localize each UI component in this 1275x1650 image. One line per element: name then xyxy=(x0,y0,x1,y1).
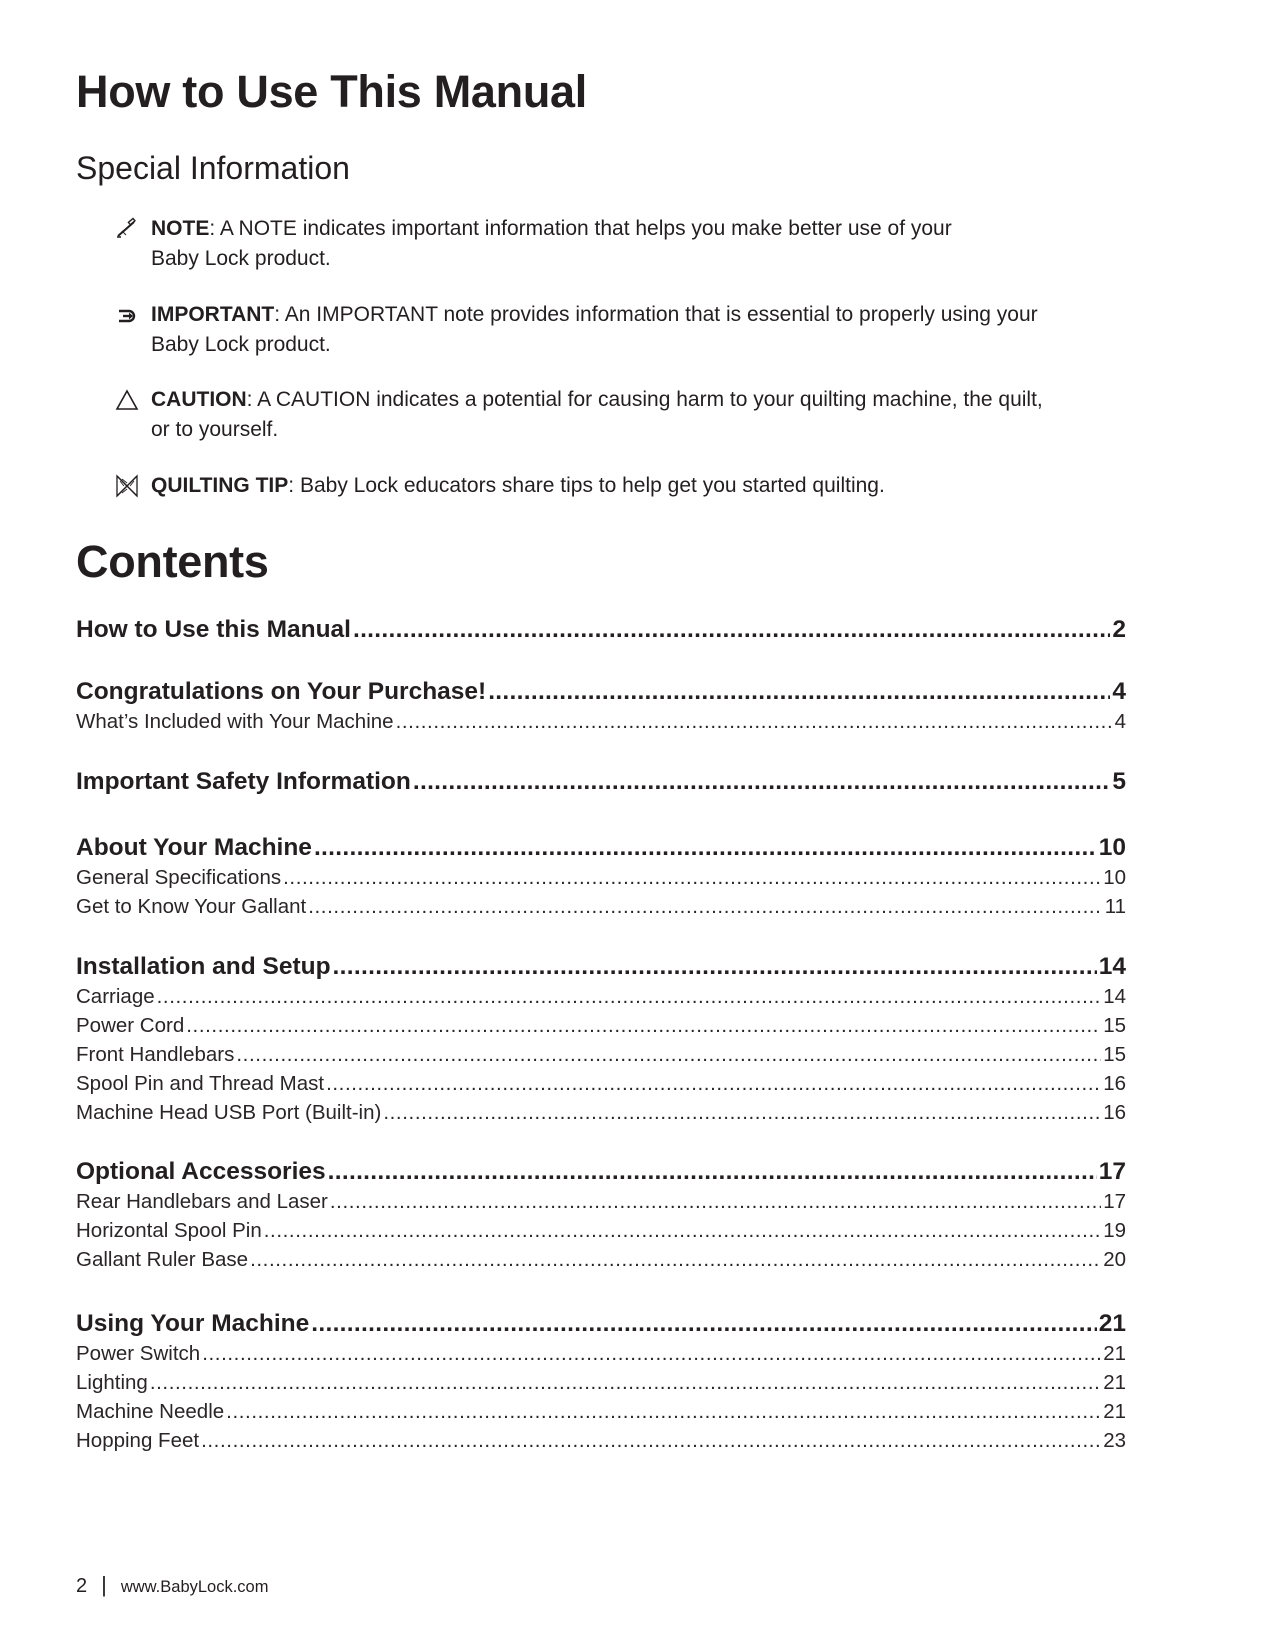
toc-leader xyxy=(413,768,1111,796)
toc-page-number: 15 xyxy=(1103,1014,1126,1037)
toc-page-number: 11 xyxy=(1104,895,1126,918)
toc-leader xyxy=(186,1014,1101,1038)
toc-leader xyxy=(226,1400,1101,1424)
toc-entry-title: Horizontal Spool Pin xyxy=(76,1219,262,1242)
important-label: IMPORTANT xyxy=(151,303,275,326)
toc-entry[interactable] xyxy=(76,1014,1126,1038)
quilting-tip-label: QUILTING TIP xyxy=(151,474,289,497)
toc-page-number: 10 xyxy=(1098,834,1126,861)
toc-leader xyxy=(283,866,1101,890)
toc-section[interactable] xyxy=(76,1158,1126,1186)
toc-entry[interactable] xyxy=(76,1043,1126,1067)
footer-separator: | xyxy=(101,1572,107,1597)
caution-label: CAUTION xyxy=(151,388,247,411)
toc-section[interactable] xyxy=(76,1310,1126,1338)
toc-entry-title: Power Switch xyxy=(76,1342,201,1365)
note-text: : A NOTE indicates important information that helps you make better use of your xyxy=(209,217,952,240)
toc-entry[interactable] xyxy=(76,1248,1126,1272)
toc-leader xyxy=(264,1219,1101,1243)
toc-leader xyxy=(333,953,1097,981)
toc-page-number: 14 xyxy=(1098,953,1126,980)
toc-entry[interactable] xyxy=(76,1429,1126,1453)
toc-entry-title: What’s Included with Your Machine xyxy=(76,710,394,733)
toc-entry-title: Spool Pin and Thread Mast xyxy=(76,1072,325,1095)
toc-page-number: 15 xyxy=(1103,1043,1126,1066)
toc-entry-title: Carriage xyxy=(76,985,155,1008)
toc-page-number: 20 xyxy=(1103,1248,1126,1271)
toc-page-number: 14 xyxy=(1103,985,1126,1008)
toc-section-title: Installation and Setup xyxy=(76,953,331,980)
toc-leader xyxy=(383,1101,1101,1125)
toc-entry[interactable] xyxy=(76,866,1126,890)
toc-leader xyxy=(353,616,1110,644)
toc-leader xyxy=(311,1310,1096,1338)
footer-page-number: 2 xyxy=(76,1575,88,1597)
toc-leader xyxy=(150,1371,1101,1395)
toc-entry-title: Get to Know Your Gallant xyxy=(76,895,307,918)
note-icon xyxy=(114,216,140,242)
toc-entry[interactable] xyxy=(76,985,1126,1009)
toc-entry[interactable] xyxy=(76,1371,1126,1395)
toc-page-number: 21 xyxy=(1103,1371,1126,1394)
toc-section[interactable] xyxy=(76,834,1126,862)
toc-entry[interactable] xyxy=(76,710,1126,734)
toc-leader xyxy=(250,1248,1101,1272)
toc-page-number: 21 xyxy=(1103,1400,1126,1423)
toc-leader xyxy=(328,1158,1097,1186)
caution-icon xyxy=(114,387,140,413)
toc-entry[interactable] xyxy=(76,1101,1126,1125)
toc-entry[interactable] xyxy=(76,1072,1126,1096)
toc-section-title: About Your Machine xyxy=(76,834,312,861)
toc-page-number: 19 xyxy=(1103,1219,1126,1242)
toc-leader xyxy=(326,1072,1101,1096)
toc-page-number: 17 xyxy=(1098,1158,1126,1185)
toc-entry[interactable] xyxy=(76,895,1126,919)
toc-page-number: 4 xyxy=(1114,710,1126,733)
toc-section[interactable] xyxy=(76,678,1126,706)
toc-leader xyxy=(330,1190,1101,1214)
toc-leader xyxy=(157,985,1102,1009)
note-label: NOTE xyxy=(151,217,210,240)
contents-heading: Contents xyxy=(76,536,269,587)
toc-entry[interactable] xyxy=(76,1400,1126,1424)
toc-entry-title: Hopping Feet xyxy=(76,1429,200,1452)
toc-page-number: 16 xyxy=(1103,1101,1126,1124)
toc-page-number: 17 xyxy=(1103,1190,1126,1213)
toc-leader xyxy=(314,834,1097,862)
toc-page-number: 23 xyxy=(1103,1429,1126,1452)
toc-page-number: 21 xyxy=(1103,1342,1126,1365)
toc-entry-title: Gallant Ruler Base xyxy=(76,1248,249,1271)
toc-page-number: 21 xyxy=(1098,1310,1126,1337)
toc-entry-title: Machine Needle xyxy=(76,1400,225,1423)
toc-section-title: How to Use this Manual xyxy=(76,616,351,643)
toc-section-title: Important Safety Information xyxy=(76,768,411,795)
toc-entry-title: General Specifications xyxy=(76,866,282,889)
toc-entry-title: Power Cord xyxy=(76,1014,185,1037)
toc-section-title: Optional Accessories xyxy=(76,1158,326,1185)
caution-text-continued: or to yourself. xyxy=(151,418,279,441)
toc-entry-title: Rear Handlebars and Laser xyxy=(76,1190,328,1213)
footer-url-link[interactable]: www.BabyLock.com xyxy=(120,1578,269,1596)
toc-section-title: Using Your Machine xyxy=(76,1310,310,1337)
toc-entry-title: Machine Head USB Port (Built-in) xyxy=(76,1101,382,1124)
important-text-continued: Baby Lock product. xyxy=(151,333,331,356)
toc-entry-title: Front Handlebars xyxy=(76,1043,235,1066)
toc-page-number: 5 xyxy=(1112,768,1126,795)
note-text-continued: Baby Lock product. xyxy=(151,247,331,270)
toc-section-title: Congratulations on Your Purchase! xyxy=(76,678,487,705)
page-title: How to Use This Manual xyxy=(76,66,587,117)
toc-leader xyxy=(201,1429,1101,1453)
toc-page-number: 4 xyxy=(1112,678,1126,705)
page-footer xyxy=(76,1572,268,1598)
quilting-tip-text: : Baby Lock educators share tips to help get you started quilting. xyxy=(288,474,885,497)
toc-section[interactable] xyxy=(76,768,1126,796)
toc-leader xyxy=(308,895,1103,919)
toc-entry[interactable] xyxy=(76,1342,1126,1366)
toc-leader xyxy=(202,1342,1101,1366)
toc-leader xyxy=(236,1043,1101,1067)
toc-page-number: 10 xyxy=(1103,866,1126,889)
toc-page-number: 16 xyxy=(1103,1072,1126,1095)
toc-entry-title: Lighting xyxy=(76,1371,148,1394)
toc-page-number: 2 xyxy=(1112,616,1126,643)
toc-leader xyxy=(488,678,1110,706)
toc-entry[interactable] xyxy=(76,1190,1126,1214)
toc-section[interactable] xyxy=(76,616,1126,644)
caution-text: : A CAUTION indicates a potential for causing harm to your quilting machine, the quilt, xyxy=(246,388,1043,411)
important-text: : An IMPORTANT note provides information that is essential to properly using your xyxy=(274,303,1038,326)
toc-section[interactable] xyxy=(76,953,1126,981)
toc-leader xyxy=(396,710,1113,734)
toc-entry[interactable] xyxy=(76,1219,1126,1243)
important-icon xyxy=(114,302,140,328)
special-information-heading: Special Information xyxy=(76,150,350,186)
quilting-tip-icon xyxy=(114,473,140,499)
